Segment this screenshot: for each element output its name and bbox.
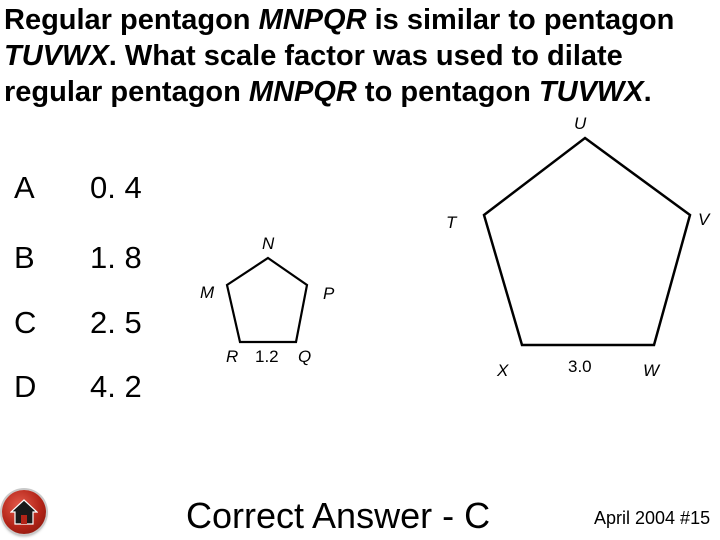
vertex-label-n: N [262,234,275,253]
question-part: . [643,76,652,108]
choice-value: 2. 5 [90,305,142,340]
vertex-label-x: X [497,361,509,380]
shape-name: MNPQR [248,76,357,108]
large-pentagon [484,138,690,345]
vertex-label-r: R [226,347,239,366]
side-length-label: 1.2 [255,347,279,366]
question-part: . What scale factor was used to dilate regular pentagon [4,40,623,108]
choice-letter: B [14,240,35,275]
choice-value: 0. 4 [90,170,142,205]
vertex-label-u: U [574,114,587,133]
vertex-label-t: T [446,213,457,232]
home-button[interactable] [2,490,46,534]
shape-name: TUVWX [4,40,109,72]
question-part: Regular pentagon [4,4,259,36]
vertex-label-p: P [323,284,335,303]
shape-name: MNPQR [258,4,367,36]
side-length-label: 3.0 [568,357,592,376]
choice-value: 1. 8 [90,240,142,275]
correct-answer: Correct Answer - C [186,495,491,536]
vertex-label-w: W [643,361,660,380]
question-part: is similar to pentagon [366,4,675,36]
choice-value: 4. 2 [90,369,142,404]
source-label: April 2004 #15 [594,508,711,528]
question-part: to pentagon [356,76,539,108]
choice-letter: A [14,170,35,205]
choice-letter: C [14,305,37,340]
shape-name: TUVWX [538,76,644,108]
choice-letter: D [14,369,37,404]
vertex-label-v: V [698,210,710,229]
vertex-label-q: Q [298,347,312,366]
small-pentagon [227,258,307,342]
home-icon [10,499,38,525]
vertex-label-m: M [200,283,215,302]
